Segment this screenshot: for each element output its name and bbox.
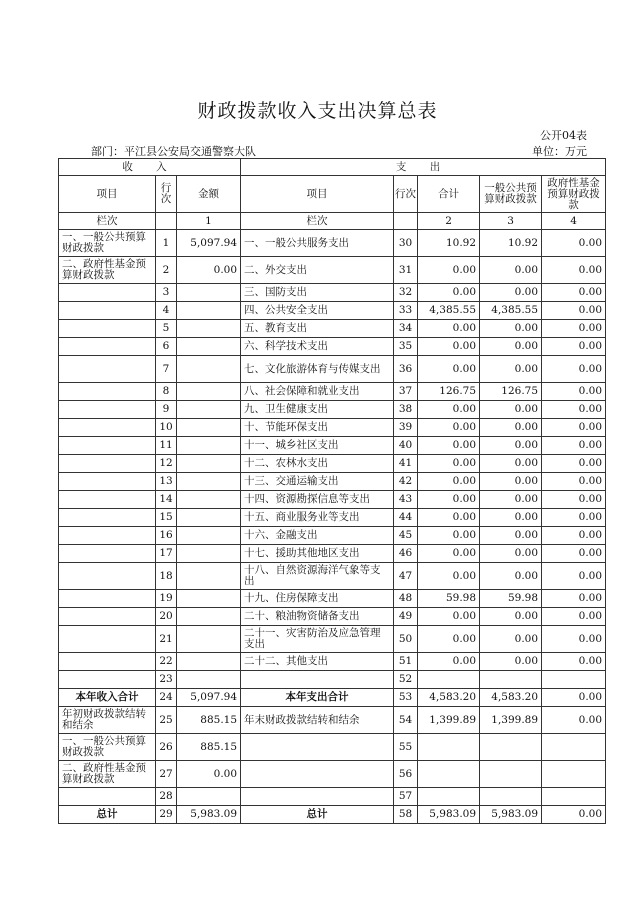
general-budget-cell: 0.00 [480,527,542,545]
fund-budget-cell [542,734,606,761]
expense-item-cell: 十四、资源勘探信息等支出 [241,491,394,509]
fund-budget-cell: 0.00 [542,320,606,338]
total-cell: 1,399.89 [418,707,480,734]
total-cell: 0.00 [418,563,480,590]
general-budget-cell: 0.00 [480,437,542,455]
income-amount-cell [177,545,241,563]
expense-line-cell: 30 [394,230,418,257]
total-header: 合计 [418,176,480,213]
income-amount-cell [177,284,241,302]
general-budget-cell: 10.92 [480,230,542,257]
general-budget-cell: 1,399.89 [480,707,542,734]
general-budget-cell: 4,583.20 [480,689,542,707]
expense-item-cell [241,734,394,761]
fund-budget-cell: 0.00 [542,230,606,257]
income-line-cell: 18 [156,563,177,590]
expense-line-cell: 34 [394,320,418,338]
table-row [59,788,606,806]
income-amount-cell [177,401,241,419]
expense-item-cell: 十三、交通运输支出 [241,473,394,491]
expense-line-cell: 46 [394,545,418,563]
expense-item-cell: 七、文化旅游体育与传媒支出 [241,356,394,383]
fund-budget-cell: 0.00 [542,401,606,419]
expense-item-header: 项目 [241,176,394,213]
expense-line-cell: 33 [394,302,418,320]
general-budget-cell: 0.00 [480,473,542,491]
income-item-cell [59,419,156,437]
expense-line-cell: 45 [394,527,418,545]
fund-budget-cell: 0.00 [542,689,606,707]
general-budget-header: 一般公共预算财政拨款 [480,176,542,213]
general-budget-cell: 5,983.09 [480,806,542,824]
income-line-cell: 10 [156,419,177,437]
income-amount-cell [177,563,241,590]
expense-line-cell: 47 [394,563,418,590]
table-row [59,419,606,437]
income-amount-cell: 885.15 [177,734,241,761]
table-row [59,230,606,257]
expense-line-cell: 54 [394,707,418,734]
expense-item-cell: 本年支出合计 [241,689,394,707]
income-line-cell: 22 [156,653,177,671]
income-amount-cell [177,473,241,491]
fund-budget-cell: 0.00 [542,455,606,473]
expense-item-cell: 六、科学技术支出 [241,338,394,356]
expense-line-cell: 49 [394,608,418,626]
expense-item-cell: 十、节能环保支出 [241,419,394,437]
fund-budget-cell: 0.00 [542,491,606,509]
total-cell: 0.00 [418,284,480,302]
header-row-sections [59,159,606,176]
expense-col-label: 栏次 [241,213,394,230]
total-cell [418,734,480,761]
income-line-cell: 28 [156,788,177,806]
income-line-cell: 4 [156,302,177,320]
general-budget-cell: 59.98 [480,590,542,608]
total-cell: 0.00 [418,527,480,545]
income-amount-cell [177,320,241,338]
income-line-cell: 15 [156,509,177,527]
income-amount-cell [177,509,241,527]
expense-item-cell: 四、公共安全支出 [241,302,394,320]
table-row [59,590,606,608]
table-row [59,284,606,302]
income-item-cell: 年初财政拨款结转和结余 [59,707,156,734]
fund-budget-cell: 0.00 [542,590,606,608]
header-row-index [59,213,606,230]
total-cell: 0.00 [418,626,480,653]
income-amount-cell [177,527,241,545]
general-budget-cell: 0.00 [480,455,542,473]
expense-item-cell [241,671,394,689]
income-line-cell: 25 [156,707,177,734]
total-cell: 0.00 [418,509,480,527]
income-item-cell [59,545,156,563]
expense-section-header: 支 出 [241,159,606,176]
general-budget-cell: 0.00 [480,491,542,509]
income-item-cell [59,356,156,383]
total-cell [418,671,480,689]
general-budget-cell: 4,385.55 [480,302,542,320]
table-row [59,509,606,527]
expense-item-cell: 二、外交支出 [241,257,394,284]
income-item-cell [59,302,156,320]
income-item-cell [59,320,156,338]
expense-item-cell: 十二、农林水支出 [241,455,394,473]
general-budget-cell: 0.00 [480,563,542,590]
income-line-cell: 29 [156,806,177,824]
table-row [59,608,606,626]
total-cell: 5,983.09 [418,806,480,824]
income-item-cell [59,473,156,491]
expense-line-cell: 48 [394,590,418,608]
table-row [59,806,606,824]
income-line-cell: 6 [156,338,177,356]
income-amount-cell: 885.15 [177,707,241,734]
expense-col-4: 4 [542,213,606,230]
income-line-cell: 8 [156,383,177,401]
income-amount-cell [177,671,241,689]
income-amount-cell [177,455,241,473]
expense-line-cell: 31 [394,257,418,284]
table-row [59,734,606,761]
fund-budget-cell: 0.00 [542,509,606,527]
table-row [59,653,606,671]
total-cell: 0.00 [418,338,480,356]
table-row [59,626,606,653]
fund-budget-cell: 0.00 [542,563,606,590]
income-line-cell: 23 [156,671,177,689]
expense-item-cell: 十七、援助其他地区支出 [241,545,394,563]
expense-line-cell: 39 [394,419,418,437]
expense-item-cell: 一、一般公共服务支出 [241,230,394,257]
income-item-cell [59,455,156,473]
expense-item-cell [241,761,394,788]
table-row [59,356,606,383]
income-amount-cell [177,788,241,806]
income-item-cell [59,626,156,653]
fund-budget-cell: 0.00 [542,419,606,437]
fund-budget-cell: 0.00 [542,608,606,626]
expense-item-cell: 十五、商业服务业等支出 [241,509,394,527]
income-amount-cell [177,383,241,401]
expense-col-3: 3 [480,213,542,230]
table-row [59,689,606,707]
general-budget-cell [480,761,542,788]
total-cell: 0.00 [418,545,480,563]
income-amount-cell [177,590,241,608]
income-line-cell: 16 [156,527,177,545]
unit-label: 单位：万元 [532,145,587,158]
expense-line-cell: 58 [394,806,418,824]
expense-line-cell: 44 [394,509,418,527]
total-cell: 0.00 [418,653,480,671]
expense-item-cell: 五、教育支出 [241,320,394,338]
income-item-cell: 总计 [59,806,156,824]
table-row [59,761,606,788]
table-row [59,545,606,563]
fund-budget-cell: 0.00 [542,437,606,455]
total-cell: 4,583.20 [418,689,480,707]
expense-item-cell: 八、社会保障和就业支出 [241,383,394,401]
total-cell: 0.00 [418,473,480,491]
total-cell: 0.00 [418,608,480,626]
expense-item-cell: 年末财政拨款结转和结余 [241,707,394,734]
income-item-cell [59,401,156,419]
general-budget-cell: 0.00 [480,509,542,527]
budget-table [58,158,606,824]
expense-line-cell: 55 [394,734,418,761]
total-cell: 59.98 [418,590,480,608]
general-budget-cell [480,788,542,806]
expense-item-cell: 十九、住房保障支出 [241,590,394,608]
department-label: 部门：平江县公安局交通警察大队 [91,145,256,158]
general-budget-cell: 0.00 [480,653,542,671]
general-budget-cell: 0.00 [480,545,542,563]
expense-line-header: 行次 [394,176,418,213]
income-amount-cell [177,491,241,509]
expense-item-cell: 十六、金融支出 [241,527,394,545]
expense-line-cell: 40 [394,437,418,455]
fund-budget-cell: 0.00 [542,545,606,563]
income-item-cell [59,491,156,509]
expense-item-cell: 十八、自然资源海洋气象等支出 [241,563,394,590]
fund-budget-cell: 0.00 [542,626,606,653]
expense-item-cell: 九、卫生健康支出 [241,401,394,419]
general-budget-cell: 0.00 [480,608,542,626]
table-row [59,437,606,455]
total-cell: 0.00 [418,455,480,473]
income-amount-cell [177,338,241,356]
expense-line-cell: 35 [394,338,418,356]
income-amount-cell: 5,983.09 [177,806,241,824]
income-line-cell: 20 [156,608,177,626]
total-cell: 0.00 [418,401,480,419]
expense-line-cell: 50 [394,626,418,653]
table-row [59,320,606,338]
total-cell: 0.00 [418,437,480,455]
income-item-cell [59,653,156,671]
general-budget-cell: 0.00 [480,320,542,338]
expense-line-cell: 38 [394,401,418,419]
income-line-cell: 9 [156,401,177,419]
income-amount-cell [177,653,241,671]
expense-line-cell: 43 [394,491,418,509]
fund-budget-cell: 0.00 [542,356,606,383]
income-amount-cell [177,356,241,383]
income-line-header: 行次 [156,176,177,213]
income-item-cell: 一、一般公共预算财政拨款 [59,230,156,257]
income-amount-cell: 0.00 [177,761,241,788]
total-cell: 126.75 [418,383,480,401]
income-item-cell [59,590,156,608]
income-item-cell: 一、一般公共预算财政拨款 [59,734,156,761]
income-item-cell [59,284,156,302]
income-item-cell: 本年收入合计 [59,689,156,707]
expense-item-cell: 二十一、灾害防治及应急管理支出 [241,626,394,653]
income-line-cell: 19 [156,590,177,608]
table-row [59,527,606,545]
fund-budget-cell: 0.00 [542,338,606,356]
general-budget-cell [480,734,542,761]
income-line-cell: 13 [156,473,177,491]
table-row [59,491,606,509]
income-line-cell: 12 [156,455,177,473]
expense-line-cell: 36 [394,356,418,383]
income-amount-cell [177,626,241,653]
general-budget-cell: 126.75 [480,383,542,401]
table-row [59,257,606,284]
fund-budget-cell: 0.00 [542,284,606,302]
income-line-cell: 24 [156,689,177,707]
general-budget-cell: 0.00 [480,419,542,437]
total-cell: 0.00 [418,491,480,509]
income-amount-cell [177,302,241,320]
income-amount-cell [177,419,241,437]
income-amount-cell [177,437,241,455]
expense-line-cell: 41 [394,455,418,473]
fund-budget-cell [542,671,606,689]
income-line-cell: 7 [156,356,177,383]
expense-item-cell: 总计 [241,806,394,824]
total-cell: 0.00 [418,356,480,383]
expense-item-cell: 三、国防支出 [241,284,394,302]
income-amount-cell: 5,097.94 [177,230,241,257]
income-col-1: 1 [177,213,241,230]
form-code: 公开04表 [540,129,587,142]
income-item-cell [59,437,156,455]
expense-col-2: 2 [418,213,480,230]
fund-budget-cell: 0.00 [542,707,606,734]
table-row [59,401,606,419]
table-row [59,455,606,473]
table-row [59,473,606,491]
fund-budget-cell: 0.00 [542,653,606,671]
general-budget-cell: 0.00 [480,356,542,383]
fund-budget-cell: 0.00 [542,302,606,320]
total-cell: 0.00 [418,257,480,284]
page-title: 财政拨款收入支出决算总表 [197,100,438,122]
income-line-cell: 27 [156,761,177,788]
income-item-cell [59,527,156,545]
income-item-cell [59,563,156,590]
income-item-cell: 二、政府性基金预算财政拨款 [59,257,156,284]
fund-budget-cell [542,788,606,806]
income-line-cell: 5 [156,320,177,338]
total-cell: 4,385.55 [418,302,480,320]
expense-item-cell: 十一、城乡社区支出 [241,437,394,455]
fund-budget-cell: 0.00 [542,527,606,545]
expense-line-blank [394,213,418,230]
expense-line-cell: 53 [394,689,418,707]
income-amount-cell: 5,097.94 [177,689,241,707]
income-line-blank [156,213,177,230]
income-line-cell: 17 [156,545,177,563]
income-item-cell [59,671,156,689]
general-budget-cell: 0.00 [480,284,542,302]
income-line-cell: 26 [156,734,177,761]
income-line-cell: 21 [156,626,177,653]
income-line-cell: 2 [156,257,177,284]
income-item-cell [59,509,156,527]
income-item-cell: 二、政府性基金预算财政拨款 [59,761,156,788]
income-item-cell [59,383,156,401]
header-row-columns [59,176,606,213]
table-row [59,707,606,734]
expense-line-cell: 56 [394,761,418,788]
income-amount-header: 金额 [177,176,241,213]
total-cell: 0.00 [418,320,480,338]
fund-budget-cell [542,761,606,788]
fund-budget-header: 政府性基金预算财政拨款 [542,176,606,213]
fund-budget-cell: 0.00 [542,473,606,491]
income-line-cell: 3 [156,284,177,302]
expense-item-cell: 二十、粮油物资储备支出 [241,608,394,626]
income-item-cell [59,608,156,626]
expense-item-cell [241,788,394,806]
income-item-cell [59,788,156,806]
fund-budget-cell: 0.00 [542,383,606,401]
fund-budget-cell: 0.00 [542,257,606,284]
total-cell [418,788,480,806]
expense-line-cell: 42 [394,473,418,491]
expense-line-cell: 52 [394,671,418,689]
income-amount-cell [177,608,241,626]
table-row [59,302,606,320]
table-row [59,671,606,689]
general-budget-cell [480,671,542,689]
table-row [59,563,606,590]
expense-line-cell: 32 [394,284,418,302]
fund-budget-cell: 0.00 [542,806,606,824]
expense-line-cell: 37 [394,383,418,401]
income-line-cell: 1 [156,230,177,257]
expense-item-cell: 二十二、其他支出 [241,653,394,671]
general-budget-cell: 0.00 [480,257,542,284]
income-section-header: 收 入 [59,159,241,176]
expense-line-cell: 51 [394,653,418,671]
table-row [59,383,606,401]
income-line-cell: 14 [156,491,177,509]
income-line-cell: 11 [156,437,177,455]
general-budget-cell: 0.00 [480,401,542,419]
income-amount-cell: 0.00 [177,257,241,284]
expense-line-cell: 57 [394,788,418,806]
general-budget-cell: 0.00 [480,626,542,653]
income-item-header: 项目 [59,176,156,213]
general-budget-cell: 0.00 [480,338,542,356]
income-item-cell [59,338,156,356]
total-cell [418,761,480,788]
income-col-label: 栏次 [59,213,156,230]
total-cell: 0.00 [418,419,480,437]
total-cell: 10.92 [418,230,480,257]
table-row [59,338,606,356]
